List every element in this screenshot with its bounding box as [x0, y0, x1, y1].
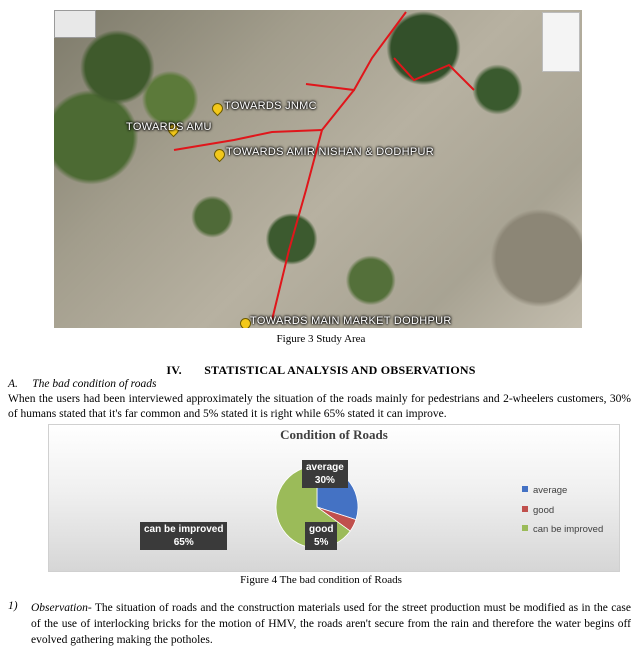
data-label-can-be-improved-value: 65% [173, 537, 194, 548]
section-heading [0, 363, 642, 378]
observation-paragraph [31, 600, 631, 648]
road-line-main [272, 90, 354, 320]
legend-item-average [522, 485, 567, 496]
section-title: STATISTICAL ANALYSIS AND OBSERVATIONS [204, 363, 476, 377]
data-label-good-name: good [309, 524, 334, 535]
data-label-can-be-improved [140, 522, 227, 550]
pie-chart [49, 425, 621, 573]
road-line-northeast [394, 58, 474, 90]
chart-title: Condition of Roads [280, 427, 388, 442]
subsection-title: The bad condition of roads [32, 378, 157, 390]
data-label-average-value: 30% [314, 475, 335, 486]
figure4-caption: Figure 4 The bad condition of Roads [240, 574, 402, 586]
study-area-map [54, 10, 582, 328]
data-label-average [302, 460, 348, 488]
legend-swatch-good [522, 506, 528, 512]
section-number: IV. [166, 363, 182, 377]
legend-item-good [522, 505, 554, 516]
subsection-heading [8, 378, 156, 390]
label-towards-amir-nishan: TOWARDS AMIR NISHAN & DODHPUR [226, 146, 434, 158]
legend-label-average: average [533, 485, 568, 496]
label-towards-amu: TOWARDS AMU [126, 121, 212, 133]
observation-label: Observation- [31, 602, 92, 614]
data-label-can-be-improved-name: can be improved [144, 524, 224, 535]
legend-swatch-average [522, 486, 528, 492]
road-line-north [306, 12, 406, 90]
observation-text: The situation of roads and the construction materials used for the street production must be modified as in the case of the use of interlocking bricks for the motion of HMV, the roads aren't secure from the rain and therefore the water begins off evolved gathering making the potholes. [31, 602, 631, 646]
legend-label-can-be-improved: can be improved [533, 524, 604, 535]
data-label-good [305, 522, 337, 550]
observation-number: 1) [8, 600, 18, 612]
road-lines [54, 10, 582, 328]
label-towards-jnmc: TOWARDS JNMC [224, 100, 317, 112]
data-label-average-name: average [306, 462, 344, 473]
figure3-caption: Figure 3 Study Area [276, 333, 366, 345]
data-label-good-value: 5% [313, 537, 329, 548]
subsection-letter: A. [8, 378, 18, 390]
legend-label-good: good [533, 505, 555, 516]
condition-of-roads-chart [48, 424, 620, 572]
legend-item-can-be-improved [522, 524, 603, 535]
legend-swatch-can-be-improved [522, 525, 528, 531]
label-towards-main-market: TOWARDS MAIN MARKET DODHPUR [250, 315, 452, 327]
body-paragraph: When the users had been interviewed approximately the situation of the roads mainly for pedestrians and 2-wheelers customers, 30% of humans stated that it's far common and 5% stated it is right while 65% stated it can improve. [8, 393, 631, 420]
